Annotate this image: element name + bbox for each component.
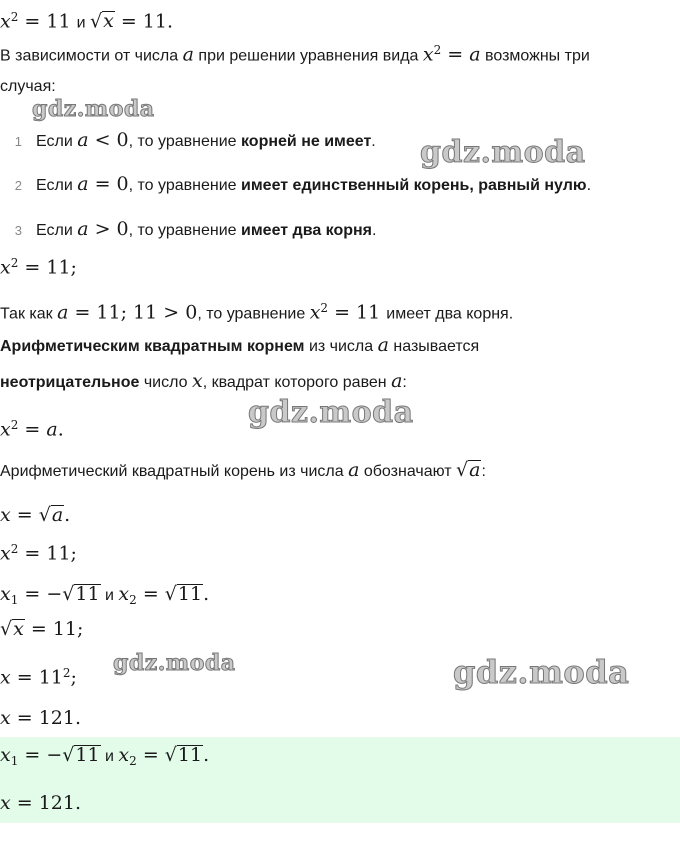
watermark: gdz.moda: [113, 650, 236, 676]
formula-line: $x_1 = -√11$ и $x_2 = √11$.: [0, 583, 210, 608]
text-line: Так как a = 11; 11 > 0, то уравнение $x^2 = 11$ имеет два корня.: [0, 301, 514, 324]
text-line: Арифметическим квадратным корнем из числа a называется: [0, 334, 480, 356]
formula-line: $x = 11^2$;: [0, 666, 77, 689]
list-item: 1 Если a < 0, то уравнение корней не имеет.: [14, 129, 376, 151]
list-item: 2 Если a = 0, то уравнение имеет единственный корень, равный нулю.: [14, 173, 592, 195]
list-item: 3 Если a > 0, то уравнение имеет два корня.: [14, 218, 377, 240]
formula-line: $x^2 = 11$;: [0, 542, 77, 565]
formula-line: √x = 11;: [0, 618, 84, 640]
watermark: gdz.moda: [32, 96, 155, 122]
answer-line: x = 121.: [0, 792, 82, 814]
watermark: gdz.moda: [248, 395, 414, 430]
formula-line: x = √a.: [0, 504, 71, 526]
answer-line: $x_1 = -√11$ и $x_2 = √11$.: [0, 744, 210, 769]
text-line: случая:: [0, 78, 56, 95]
text-line: Арифметический квадратный корень из числа a обозначают √a:: [0, 459, 486, 481]
text-line: неотрицательное число x, квадрат которого равен a:: [0, 370, 407, 392]
formula-line: x = 121.: [0, 707, 82, 729]
formula-line: $x^2 = 11$ и √x = 11.: [0, 10, 174, 33]
watermark: gdz.moda: [453, 653, 630, 691]
watermark: gdz.moda: [420, 135, 586, 170]
formula-line: $x^2 = 11$;: [0, 256, 77, 279]
text-line: В зависимости от числа a при решении уравнения вида $x^2 = a$ возможны три: [0, 43, 590, 66]
formula-line: $x^2 = a$.: [0, 418, 64, 441]
